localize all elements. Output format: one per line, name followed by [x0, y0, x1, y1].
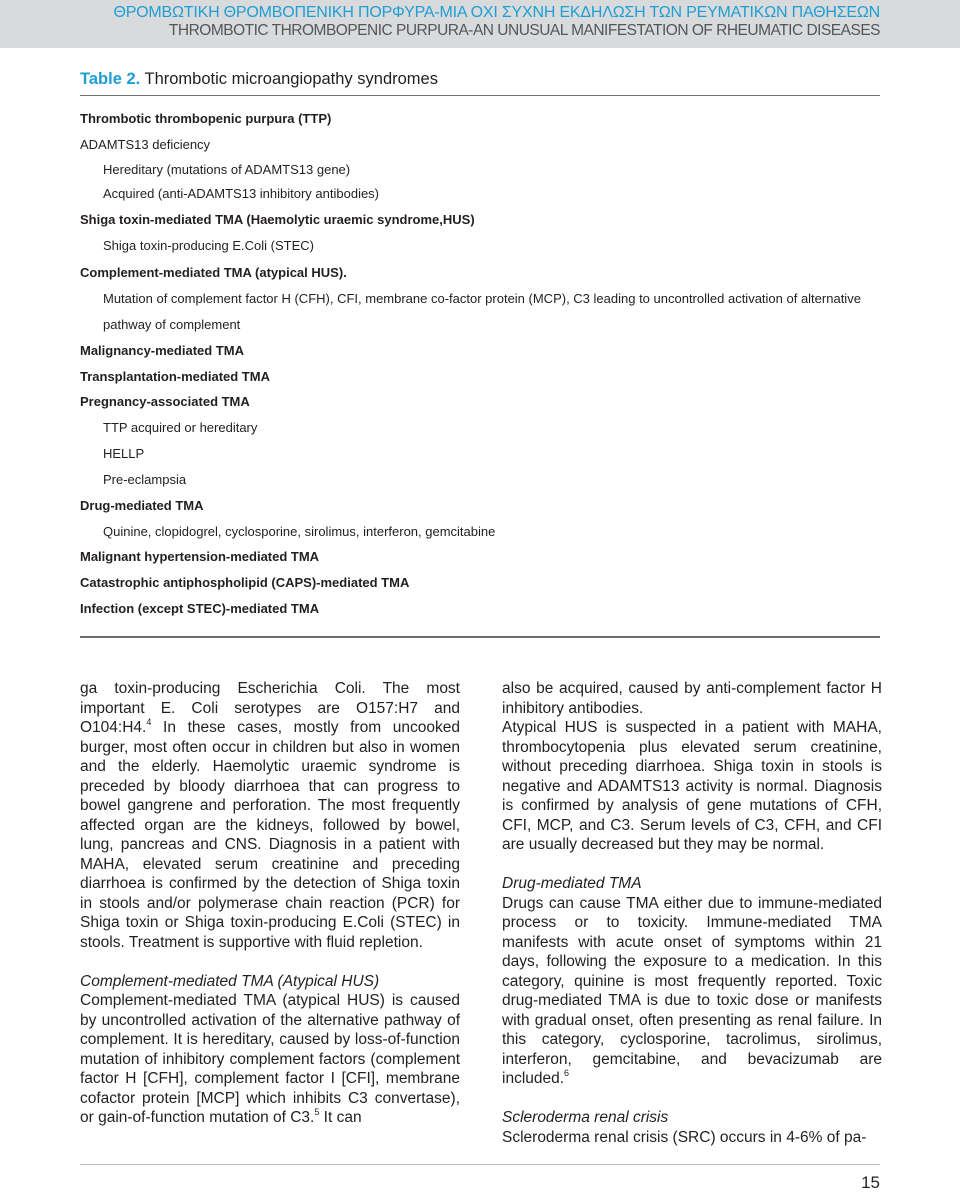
table-row-heading: Shiga toxin-mediated TMA (Haemolytic uraemic syndrome,HUS) [80, 212, 475, 227]
table-row: pathway of complement [103, 317, 241, 332]
table-caption: Thrombotic microangiopathy syndromes [140, 70, 438, 88]
table-row-heading: Drug-mediated TMA [80, 498, 204, 513]
table-bottom-rule [80, 636, 880, 638]
table-row-heading: Transplantation-mediated TMA [80, 369, 270, 384]
paragraph [80, 679, 460, 952]
running-header [0, 0, 960, 48]
running-header-greek: ΘΡΟΜΒΩΤΙΚΗ ΘΡΟΜΒΟΠΕΝΙΚΗ ΠΟΡΦΥΡΑ-ΜΙΑ ΟΧΙ ΣΥΧΝΗ ΕΚΔΗΛΩΣΗ ΤΩΝ ΡΕΥΜΑΤΙΚΩΝ ΠΑΘΗΣΕΩΝ [113, 4, 880, 21]
paragraph-text: ga toxin-producing Escherichia Coli. The most important E. Coli serotypes are O157:H7 and O104:H4. [80, 680, 460, 736]
section-heading: Complement-mediated TMA (Atypical HUS) [80, 972, 380, 990]
table-row-heading: Thrombotic thrombopenic purpura (TTP) [80, 111, 332, 126]
running-header-english: THROMBOTIC THROMBOPENIC PURPURA-AN UNUSUAL MANIFESTATION OF RHEUMATIC DISEASES [168, 22, 880, 39]
table-row: ADAMTS13 deficiency [80, 137, 211, 152]
table-row: TTP acquired or hereditary [103, 420, 258, 435]
table-row: Shiga toxin-producing E.Coli (STEC) [103, 238, 314, 253]
footer-rule [80, 1164, 880, 1165]
body-column-left [80, 679, 460, 1128]
table-row: Pre-eclampsia [103, 472, 187, 487]
paragraph-text: In these cases, mostly from uncooked burger, most often occur in children but also in women and the elderly. Haemolytic uraemic syndrome is preceded by bloody diarrhoea that can progress to bowel gangrene and perforation. The most frequently affected organ are the kidneys, followed by bowel, lung, pancreas and CNS. Diagnosis in a patient with MAHA, elevated serum creatinine and preceding diarrhoea is confirmed by the detection of Shiga toxin in stools and/or polymerase chain reaction (PCR) for Shiga toxin or Shiga toxin-producing E.Coli (STEC) in stools. Treatment is supportive with fluid repletion. [80, 719, 460, 951]
table-row-heading: Malignancy-mediated TMA [80, 343, 244, 358]
table-row: Hereditary (mutations of ADAMTS13 gene) [103, 162, 351, 177]
paragraph-spacer [80, 952, 460, 972]
section-heading: Scleroderma renal crisis [502, 1109, 669, 1126]
reference-marker: 5 [314, 1107, 320, 1117]
reference-marker: 4 [146, 717, 152, 727]
table-row: Quinine, clopidogrel, cyclosporine, sirolimus, interferon, gemcitabine [103, 524, 496, 539]
table-top-rule [80, 95, 880, 96]
table-row-heading: Malignant hypertension-mediated TMA [80, 549, 320, 564]
table-row-heading: Pregnancy-associated TMA [80, 394, 250, 409]
paragraph-spacer [502, 1089, 882, 1109]
reference-marker: 6 [564, 1068, 570, 1078]
table-row-heading: Infection (except STEC)-mediated TMA [80, 601, 320, 616]
paragraph-text: Complement-mediated TMA (atypical HUS) is caused by uncontrolled activation of the alternative pathway of complement. It is hereditary, caused by loss-of-function mutation of inhibitory complement factors (complement factor H [CFH], complement factor I [CFI], membrane cofactor protein [MCP] which inhibits C3 convertase), or gain-of-function mutation of C3. [80, 992, 460, 1126]
page-number: 15 [861, 1173, 880, 1192]
paragraph: Atypical HUS is suspected in a patient with MAHA, thrombocytopenia plus elevated serum creatinine, without preceding diarrhoea. Shiga toxin in stools is negative and ADAMTS13 activity is normal. Diagnosis is confirmed by analysis of gene mutations of CFH, CFI, MCP, and C3. Serum levels of C3, CFH, and CFI are usually decreased but they may be normal. [502, 719, 882, 853]
table-row: HELLP [103, 446, 145, 461]
paragraph [502, 894, 882, 1089]
paragraph-text: It can [319, 1109, 362, 1126]
table-row-heading: Catastrophic antiphospholipid (CAPS)-mediated TMA [80, 575, 410, 590]
table-title [80, 70, 438, 89]
paragraph-spacer [502, 855, 882, 875]
paragraph-text: Drugs can cause TMA either due to immune-mediated process or to toxicity. Immune-mediated TMA manifests with acute onset of symptoms within 21 days, following the exposure to a medication. In this category, quinine is most frequently reported. Toxic drug-mediated TMA is due to toxic dose or manifests with gradual onset, often presenting as renal failure. In this category, cyclosporine, tacrolimus, sirolimus, interferon, gemcitabine, and bevacizumab are included. [502, 894, 882, 1087]
table-row-heading: Complement-mediated TMA (atypical HUS). [80, 265, 347, 280]
table-row: Acquired (anti-ADAMTS13 inhibitory antibodies) [103, 186, 380, 201]
section-heading: Drug-mediated TMA [502, 875, 642, 892]
table-row: Mutation of complement factor H (CFH), CFI, membrane co-factor protein (MCP), C3 leading to uncontrolled activation of alternative [103, 291, 861, 306]
paragraph: also be acquired, caused by anti-complement factor H inhibitory antibodies. [502, 680, 882, 717]
table-label: Table 2. [80, 70, 141, 88]
body-column-right [502, 679, 882, 1147]
paragraph [80, 991, 460, 1128]
paragraph: Scleroderma renal crisis (SRC) occurs in 4-6% of pa- [502, 1128, 867, 1146]
